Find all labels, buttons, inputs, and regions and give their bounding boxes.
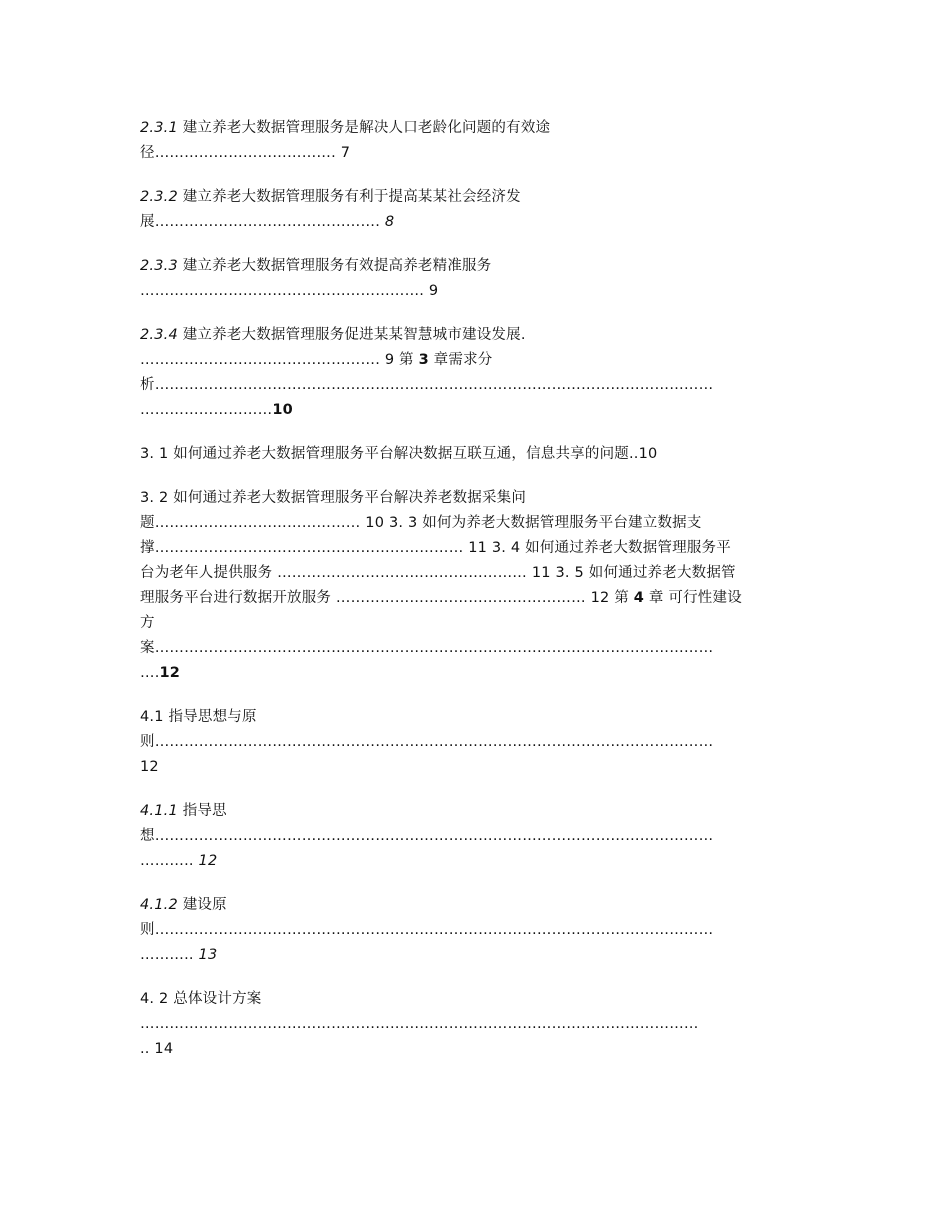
toc-title: 建立养老大数据管理服务有效提高养老精准服务: [177, 258, 492, 274]
toc-chapter-3-leader: 析……………………………………………………………………………………………………: [140, 377, 714, 393]
toc-entry-4-1-1-page: [140, 851, 217, 871]
toc-leader: 展……………………………………….: [140, 214, 385, 230]
chapter-number: 3: [418, 352, 429, 368]
toc-entry-3-2: 3. 2 如何通过养老大数据管理服务平台解决养老数据采集问: [140, 490, 527, 506]
toc-entry-4-1-1-leader: 想……………………………………………………………………………………………………: [140, 828, 714, 844]
toc-page: 12: [159, 665, 181, 681]
toc-leader: …………………………………………. 9 第: [140, 352, 419, 368]
toc-entry-4-2: 4. 2 总体设计方案: [140, 991, 262, 1007]
toc-entry-3-4: 撑……………………………………………………… 11 3. 4 如何通过养老大数据管理服务平: [140, 540, 731, 556]
toc-leader: ………..: [140, 853, 199, 869]
toc-page: 10: [272, 402, 293, 418]
toc-number: 4.1.2: [140, 897, 178, 913]
toc-leader: ….: [140, 665, 160, 681]
toc-entry-4-1-2-leader: 则……………………………………………………………………………………………………: [140, 922, 714, 938]
toc-title: 建立养老大数据管理服务是解决人口老龄化问题的有效途: [177, 120, 551, 136]
toc-title: 建立养老大数据管理服务有利于提高某某社会经济发: [177, 189, 521, 205]
toc-number: 2.3.2: [140, 189, 178, 205]
chapter-number: 4: [633, 590, 645, 606]
toc-entry-2-3-2-leader: [140, 212, 394, 232]
toc-page: 13: [198, 947, 218, 963]
toc-entry-4-2-leader: ……………………………………………………………………………………………………: [140, 1016, 699, 1032]
toc-leader: ………………………: [140, 402, 273, 418]
toc-entry-3-1: 3. 1 如何通过养老大数据管理服务平台解决数据互联互通，信息共享的问题..10: [140, 446, 658, 462]
toc-number: 2.3.4: [140, 327, 178, 343]
toc-chapter-4-leader: 案……………………………………………………………………………………………………: [140, 640, 714, 656]
toc-chapter-4: [140, 588, 742, 608]
toc-title: 建设原: [177, 897, 227, 913]
toc-title: 指导思: [177, 803, 227, 819]
toc-number: 4.1.1: [140, 803, 178, 819]
toc-chapter-4-title-cont: 方: [140, 615, 155, 631]
toc-entry-4-2-page: .. 14: [140, 1041, 174, 1057]
toc-entry-3-3: 题…………………………………… 10 3. 3 如何为养老大数据管理服务平台建立数据支: [140, 515, 702, 531]
toc-entry-2-3-1-leader: 径………………………………. 7: [140, 145, 351, 161]
toc-entry-3-5: 台为老年人提供服务 …………………………………………… 11 3. 5 如何通过养老大数据管: [140, 565, 736, 581]
toc-entry-4-1: 4.1 指导思想与原: [140, 709, 257, 725]
toc-entry-4-1-leader: 则……………………………………………………………………………………………………: [140, 734, 714, 750]
toc-entry-2-3-1: [140, 118, 550, 138]
toc-entry-2-3-4: [140, 325, 526, 345]
chapter-title: 章 可行性建设: [644, 590, 742, 606]
toc-entry-2-3-2: [140, 187, 521, 207]
toc-page: 12: [198, 853, 218, 869]
toc-chapter-4-page: [140, 663, 180, 683]
toc-number: 2.3.3: [140, 258, 178, 274]
toc-number: 2.3.1: [140, 120, 178, 136]
chapter-title: 章需求分: [428, 352, 493, 368]
toc-title: 建立养老大数据管理服务促进某某智慧城市建设发展.: [177, 327, 526, 343]
toc-chapter-3-page: [140, 400, 293, 420]
toc-entry-4-1-1: [140, 801, 227, 821]
toc-entry-4-1-2: [140, 895, 227, 915]
toc-leader: ………..: [140, 947, 199, 963]
toc-entry-4-1-2-page: [140, 945, 217, 965]
toc-entry-4-1-page: 12: [140, 759, 159, 775]
toc-entry-2-3-4-leader: [140, 350, 492, 370]
toc-text: 理服务平台进行数据开放服务 …………………………………………… 12 第: [140, 590, 634, 606]
toc-entry-2-3-3: [140, 256, 491, 276]
toc-entry-2-3-3-leader: …………………………………………………. 9: [140, 283, 439, 299]
toc-page: 8: [384, 214, 395, 230]
